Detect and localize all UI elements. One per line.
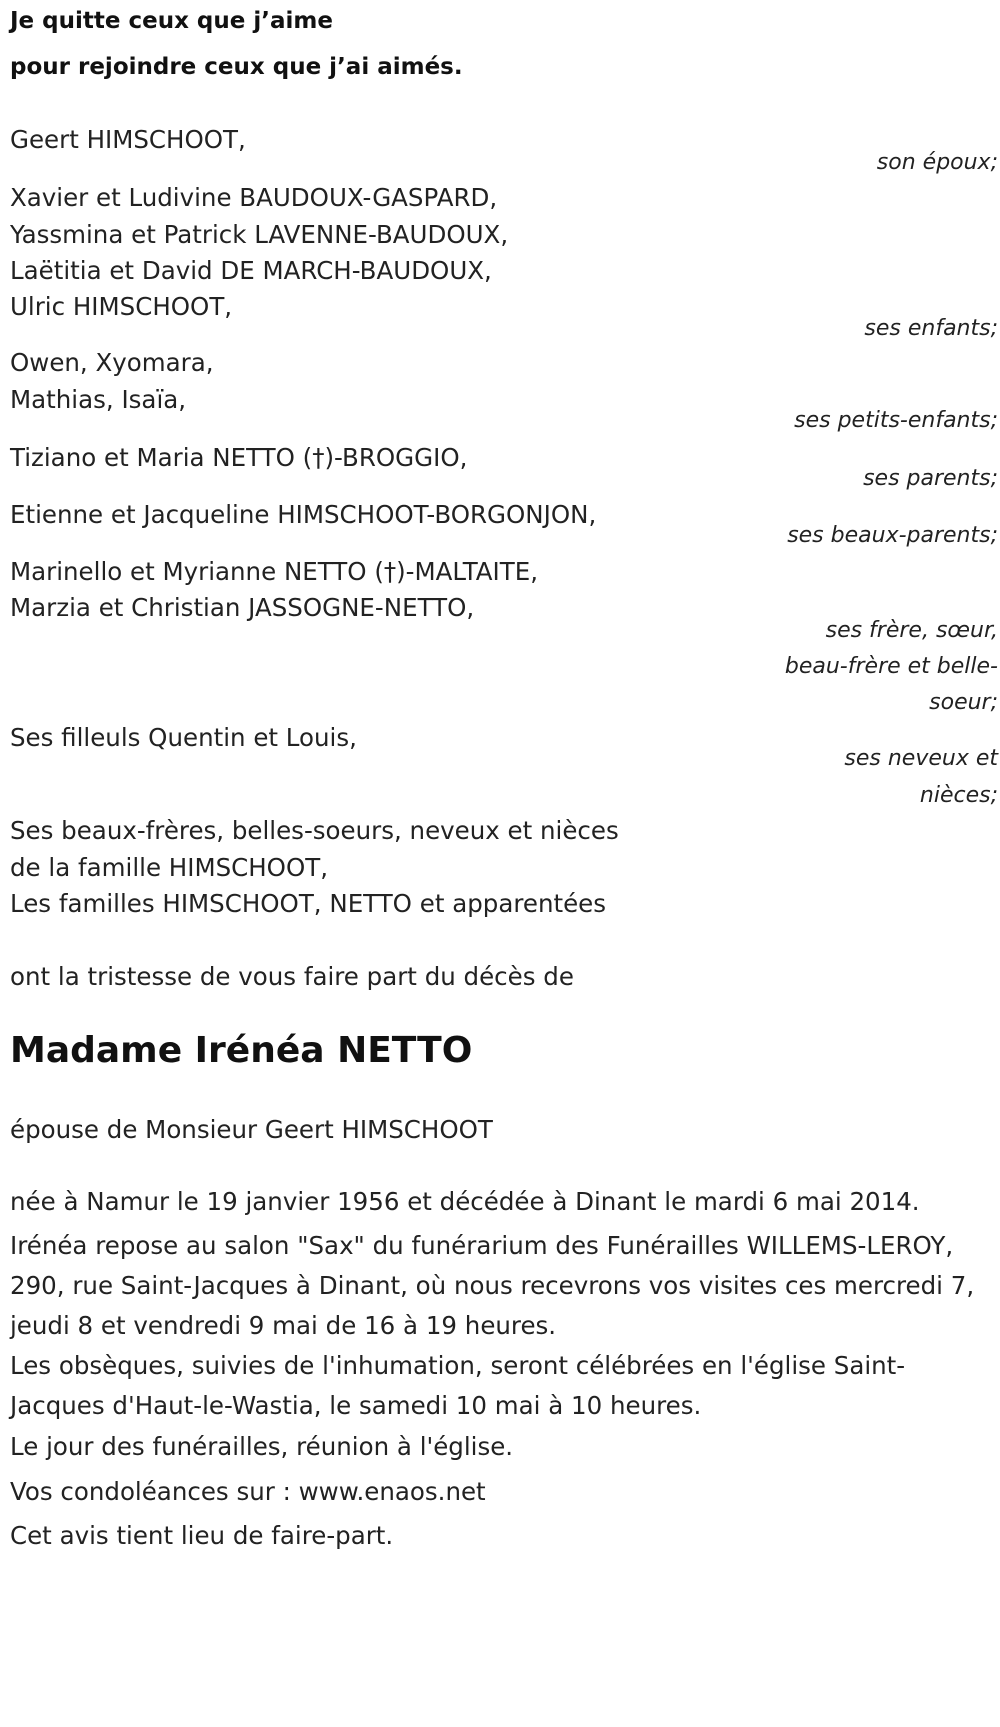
born-died: née à Namur le 19 janvier 1956 et décédée à Dinant le mardi 6 mai 2014.: [10, 1187, 920, 1216]
godchildren: Ses filleuls Quentin et Louis,: [10, 723, 357, 752]
siblings-2: Marzia et Christian JASSOGNE-NETTO,: [10, 593, 475, 622]
siblings-1: Marinello et Myrianne NETTO (†)-MALTAITE,: [10, 557, 538, 586]
siblings-role-line-2: beau-frère et belle-: [784, 654, 998, 679]
deceased-spouse: épouse de Monsieur Geert HIMSCHOOT: [10, 1115, 493, 1144]
extended-family-2: de la famille HIMSCHOOT,: [10, 853, 328, 882]
spouse-name: Geert HIMSCHOOT,: [10, 125, 246, 154]
condolences-note: Vos condoléances sur : www.enaos.net: [10, 1477, 486, 1506]
repose-paragraph: Irénéa repose au salon "Sax" du funérarium des Funérailles WILLEMS-LEROY, 290, rue Saint-Jacques à Dinant, où nous recevrons vos visites ces mercredi 7, jeudi 8 et vendredi 9 mai de 16 à 19 heures.: [10, 1231, 975, 1340]
grandchildren-2: Mathias, Isaïa,: [10, 385, 187, 414]
faire-part-note: Cet avis tient lieu de faire-part.: [10, 1521, 394, 1550]
spouse-role: son époux;: [876, 150, 998, 175]
grandchildren-role: ses petits-enfants;: [794, 408, 998, 433]
godchildren-role-line-2: nièces;: [919, 783, 998, 808]
grandchildren-1: Owen, Xyomara,: [10, 348, 214, 377]
extended-family-1: Ses beaux-frères, belles-soeurs, neveux et nièces: [10, 816, 619, 845]
child-4: Ulric HIMSCHOOT,: [10, 292, 233, 321]
child-3: Laëtitia et David DE MARCH-BAUDOUX,: [10, 256, 492, 285]
extended-family-3: Les familles HIMSCHOOT, NETTO et apparentées: [10, 889, 607, 918]
epigraph-line-2: pour rejoindre ceux que j’ai aimés.: [10, 54, 463, 80]
siblings-role-line-3: soeur;: [929, 690, 998, 715]
deceased-name: Madame Irénéa NETTO: [10, 1030, 473, 1071]
parents-role: ses parents;: [863, 466, 998, 491]
siblings-role-line-1: ses frère, sœur,: [825, 618, 998, 643]
reunion-note: Le jour des funérailles, réunion à l'église.: [10, 1432, 514, 1461]
parents-in-law: Etienne et Jacqueline HIMSCHOOT-BORGONJON,: [10, 500, 597, 529]
parents: Tiziano et Maria NETTO (†)-BROGGIO,: [10, 443, 468, 472]
obseques-paragraph: Les obsèques, suivies de l'inhumation, seront célébrées en l'église Saint-Jacques d'Haut-le-Wastia, le samedi 10 mai à 10 heures.: [10, 1351, 906, 1420]
godchildren-role-line-1: ses neveux et: [844, 746, 998, 771]
parents-in-law-role: ses beaux-parents;: [787, 523, 998, 548]
child-1: Xavier et Ludivine BAUDOUX-GASPARD,: [10, 183, 498, 212]
epigraph-line-1: Je quitte ceux que j’aime: [10, 8, 333, 34]
announcement: ont la tristesse de vous faire part du décès de: [10, 962, 574, 991]
child-2: Yassmina et Patrick LAVENNE-BAUDOUX,: [10, 220, 509, 249]
children-role: ses enfants;: [864, 316, 998, 341]
